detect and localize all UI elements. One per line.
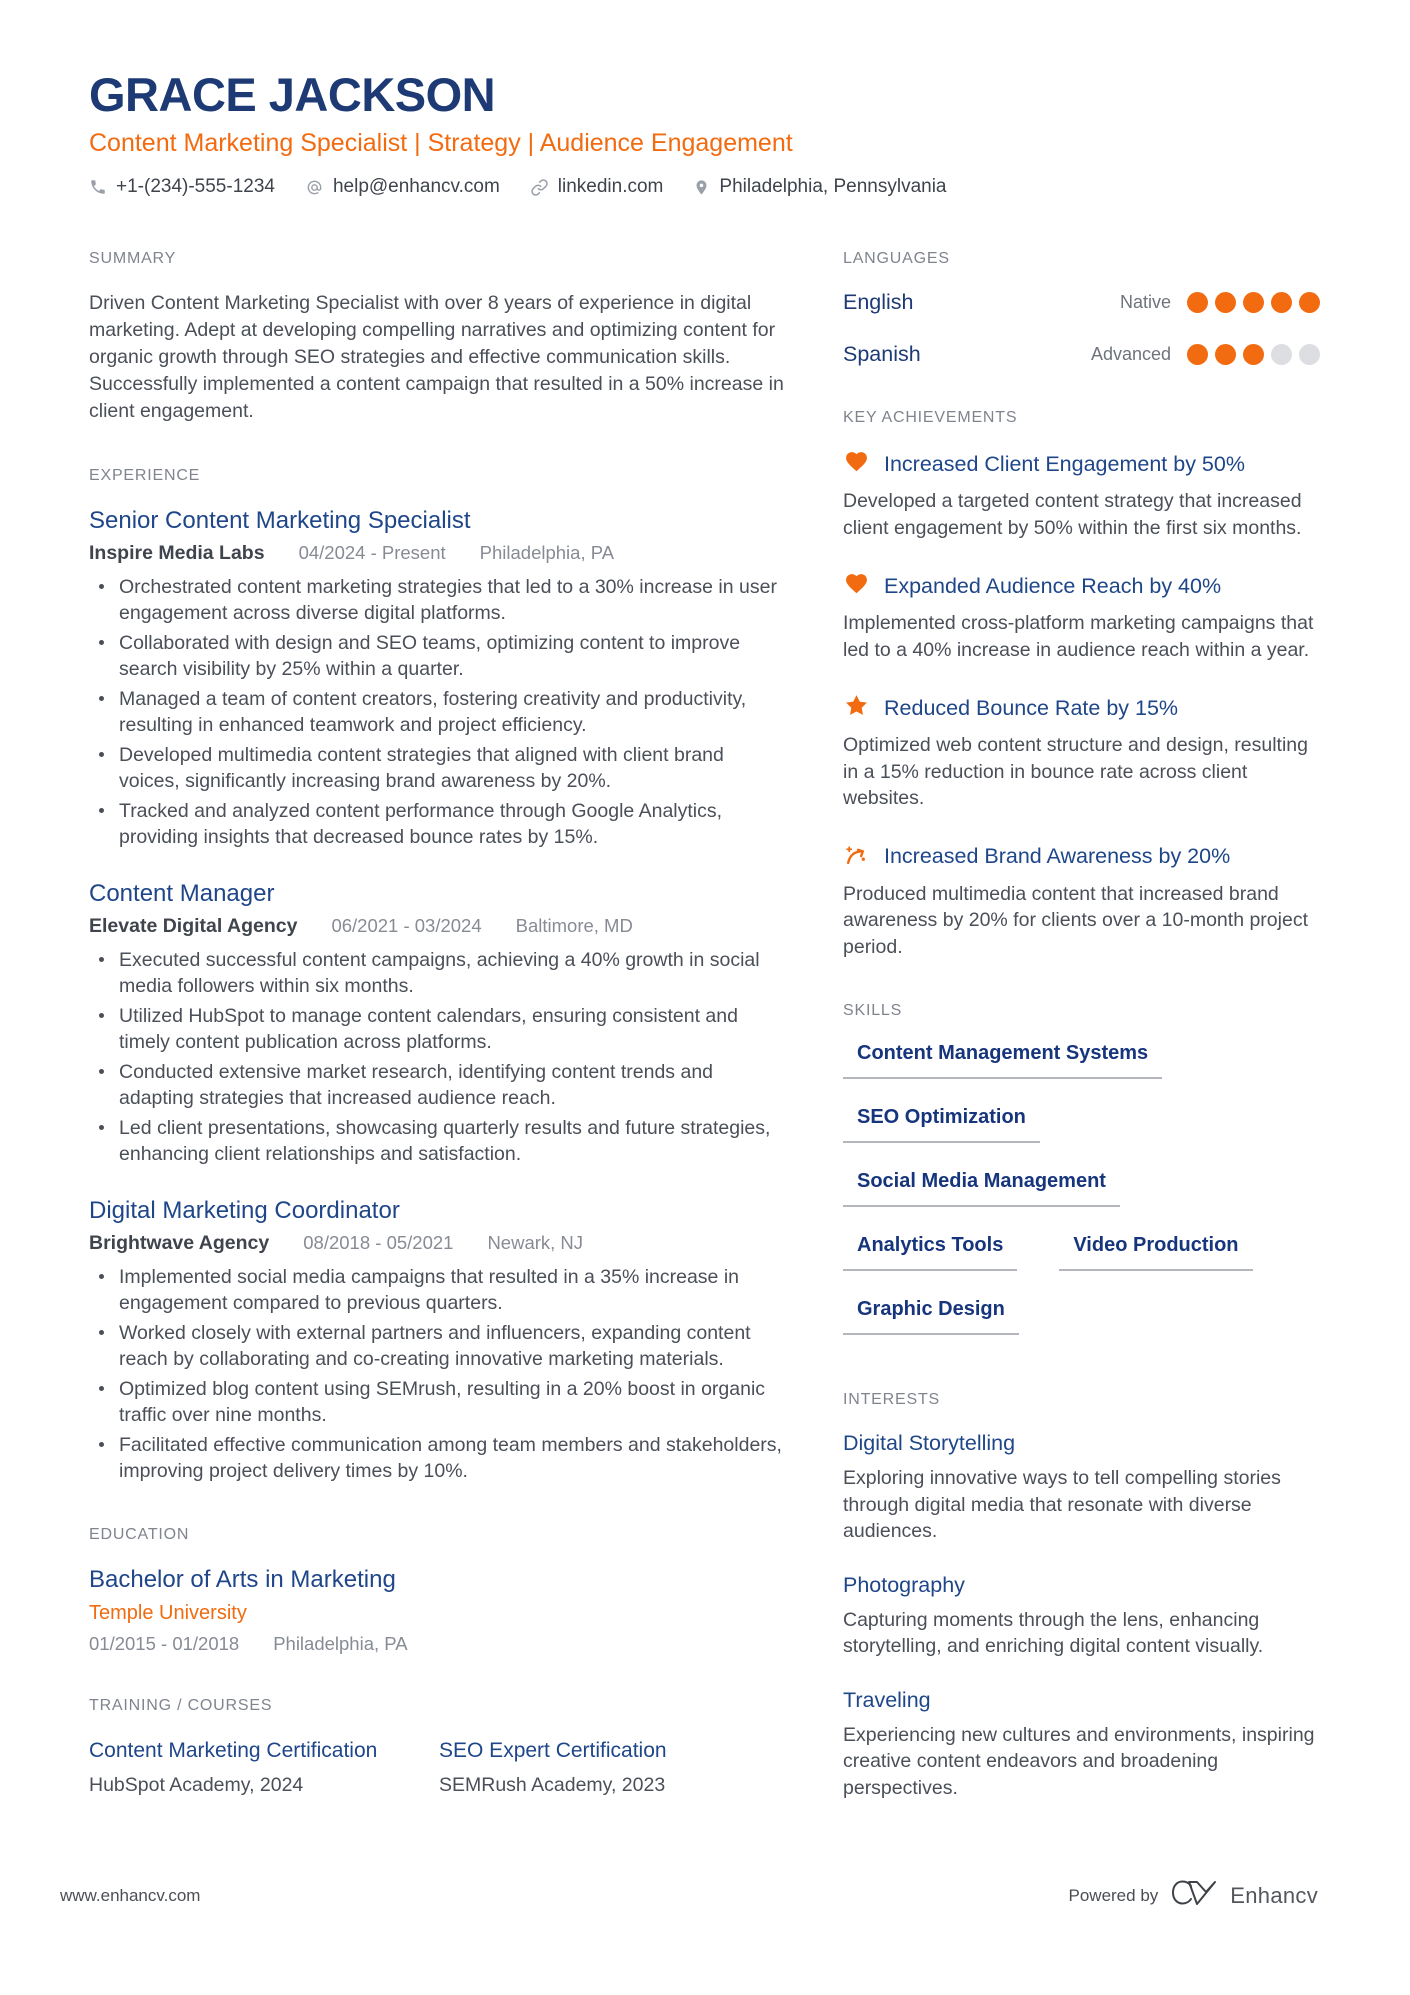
- contact-location-text: Philadelphia, Pennsylvania: [719, 176, 947, 198]
- skill-item: Content Management Systems: [843, 1042, 1162, 1079]
- contact-email-text: help@enhancv.com: [332, 176, 500, 198]
- skills-section: [843, 1002, 1320, 1335]
- proficiency-dot: [1243, 344, 1264, 365]
- job-meta: [89, 1232, 789, 1255]
- job-entry: [89, 880, 789, 1167]
- proficiency-dot: [1187, 292, 1208, 313]
- education-section: [89, 1526, 789, 1655]
- trend-arrow-icon: [843, 842, 870, 872]
- job-bullet: Collaborated with design and SEO teams, optimizing content to improve search visibility by 25% within a quarter.: [89, 630, 789, 682]
- achievement-entry: [843, 842, 1320, 961]
- achievement-text: Produced multimedia content that increased brand awareness by 20% for clients over a 10-month project period.: [843, 882, 1308, 958]
- interest-text: Experiencing new cultures and environments, inspiring creative content endeavors and broadening perspectives.: [843, 1723, 1315, 1799]
- interest-title: Photography: [843, 1572, 965, 1597]
- language-name: English: [843, 290, 914, 315]
- achievement-entry: [843, 571, 1320, 663]
- skill-item: Social Media Management: [843, 1170, 1120, 1207]
- job-entry: [89, 507, 789, 850]
- job-company: Brightwave Agency: [89, 1232, 270, 1255]
- job-dates: 06/2021 - 03/2024: [331, 915, 482, 937]
- experience-label: EXPERIENCE: [89, 467, 201, 485]
- summary-label: SUMMARY: [89, 250, 177, 268]
- contact-link-text: linkedin.com: [557, 176, 664, 198]
- skill-item: SEO Optimization: [843, 1106, 1040, 1143]
- achievement-title: Expanded Audience Reach by 40%: [884, 573, 1222, 598]
- interest-text: Capturing moments through the lens, enhancing storytelling, and enriching digital content visually.: [843, 1608, 1264, 1658]
- job-company: Elevate Digital Agency: [89, 915, 298, 938]
- job-bullet: Led client presentations, showcasing quarterly results and future strategies, enhancing client relationships and satisfaction.: [89, 1115, 789, 1167]
- proficiency-dot: [1215, 292, 1236, 313]
- summary-section: [89, 250, 789, 425]
- proficiency-dot: [1299, 344, 1320, 365]
- contact-phone-text: +1-(234)-555-1234: [116, 176, 275, 198]
- job-bullet: Worked closely with external partners and influencers, expanding content reach by collaborating and co-creating innovative marketing materials.: [89, 1320, 789, 1372]
- education-school: Temple University: [89, 1602, 247, 1625]
- interest-entry: [843, 1431, 1320, 1545]
- skills-label: SKILLS: [843, 1002, 903, 1020]
- job-title: Content Manager: [89, 880, 275, 908]
- achievement-entry: [843, 449, 1320, 541]
- languages-label: LANGUAGES: [843, 250, 950, 268]
- job-meta: [89, 542, 789, 565]
- job-title: Digital Marketing Coordinator: [89, 1197, 400, 1225]
- job-entry: [89, 1197, 789, 1484]
- job-bullet: Orchestrated content marketing strategies that led to a 30% increase in user engagement across diverse digital platforms.: [89, 574, 789, 626]
- language-name: Spanish: [843, 342, 921, 367]
- language-proficiency-dots: [1187, 344, 1320, 365]
- interest-text: Exploring innovative ways to tell compelling stories through digital media that resonate with diverse audiences.: [843, 1467, 1281, 1543]
- job-bullet: Managed a team of content creators, fostering creativity and productivity, resulting in enhanced teamwork and project efficiency.: [89, 686, 789, 738]
- contact-email[interactable]: [305, 176, 500, 198]
- language-row: [843, 342, 1320, 367]
- proficiency-dot: [1187, 344, 1208, 365]
- language-level: Advanced: [1090, 344, 1171, 365]
- achievements-section: [843, 409, 1320, 960]
- job-location: Newark, NJ: [487, 1232, 584, 1254]
- proficiency-dot: [1271, 292, 1292, 313]
- achievement-title: Reduced Bounce Rate by 15%: [884, 695, 1179, 720]
- star-icon: [843, 693, 870, 723]
- training-section: [89, 1697, 789, 1797]
- left-column: [89, 250, 789, 1843]
- proficiency-dot: [1243, 292, 1264, 313]
- job-title: Senior Content Marketing Specialist: [89, 507, 471, 535]
- achievement-text: Implemented cross-platform marketing campaigns that led to a 40% increase in audience reach within a year.: [843, 612, 1314, 661]
- skill-item: Video Production: [1059, 1234, 1252, 1271]
- job-bullet: Implemented social media campaigns that resulted in a 35% increase in engagement compared to previous quarters.: [89, 1264, 789, 1316]
- course-org: SEMRush Academy, 2023: [439, 1774, 666, 1797]
- skills-list: [843, 1042, 1320, 1335]
- interest-title: Traveling: [843, 1687, 931, 1712]
- language-proficiency-dots: [1187, 292, 1320, 313]
- interests-label: INTERESTS: [843, 1391, 940, 1409]
- job-bullet: Developed multimedia content strategies that aligned with client brand voices, significantly increasing brand awareness by 20%.: [89, 742, 789, 794]
- job-location: Philadelphia, PA: [479, 542, 615, 564]
- interests-section: [843, 1391, 1320, 1801]
- job-bullets: [89, 1264, 789, 1484]
- job-dates: 04/2024 - Present: [298, 542, 446, 564]
- achievements-label: KEY ACHIEVEMENTS: [843, 409, 1018, 427]
- interest-entry: [843, 1688, 1320, 1802]
- training-label: TRAINING / COURSES: [89, 1697, 273, 1715]
- phone-icon: [89, 178, 107, 196]
- achievement-text: Developed a targeted content strategy that increased client engagement by 50% within the first six months.: [843, 490, 1302, 539]
- contact-location: [693, 176, 946, 198]
- job-bullet: Tracked and analyzed content performance through Google Analytics, providing insights that decreased bounce rates by 15%.: [89, 798, 789, 850]
- job-bullets: [89, 574, 789, 850]
- right-column: [843, 250, 1320, 1843]
- contact-phone[interactable]: [89, 176, 275, 198]
- job-bullets: [89, 947, 789, 1167]
- experience-section: [89, 467, 789, 1484]
- education-dates: 01/2015 - 01/2018: [89, 1633, 240, 1655]
- contact-link[interactable]: [530, 176, 664, 198]
- job-bullet: Executed successful content campaigns, achieving a 40% growth in social media followers within six months.: [89, 947, 789, 999]
- language-level: Native: [1119, 292, 1171, 313]
- skill-item: Analytics Tools: [843, 1234, 1017, 1271]
- job-bullet: Conducted extensive market research, identifying content trends and adapting strategies that increased audience reach.: [89, 1059, 789, 1111]
- education-degree: Bachelor of Arts in Marketing: [89, 1566, 396, 1594]
- resume-header: [89, 70, 1320, 198]
- course-entry: [89, 1737, 389, 1797]
- proficiency-dot: [1271, 344, 1292, 365]
- education-location: Philadelphia, PA: [273, 1633, 408, 1655]
- skill-item: Graphic Design: [843, 1298, 1019, 1335]
- achievement-entry: [843, 693, 1320, 812]
- footer-branding[interactable]: [1069, 1878, 1319, 1913]
- courses-list: [89, 1737, 789, 1797]
- interest-entry: [843, 1573, 1320, 1660]
- education-label: EDUCATION: [89, 1526, 190, 1544]
- course-org: HubSpot Academy, 2024: [89, 1774, 304, 1797]
- job-bullet: Facilitated effective communication among team members and stakeholders, improving project delivery times by 10%.: [89, 1432, 789, 1484]
- achievement-text: Optimized web content structure and design, resulting in a 15% reduction in bounce rate across client websites.: [843, 734, 1309, 810]
- summary-text: Driven Content Marketing Specialist with over 8 years of experience in digital marketing. Adept at developing compelling narratives and optimizing content for organic growth through SEO strategies and effective communication skills. Successfully implemented a content campaign that resulted in a 50% increase in client engagement.: [89, 292, 784, 423]
- job-dates: 08/2018 - 05/2021: [303, 1232, 454, 1254]
- job-company: Inspire Media Labs: [89, 542, 265, 565]
- heart-icon: [843, 571, 870, 601]
- at-icon: [305, 178, 324, 197]
- link-icon: [530, 178, 549, 197]
- interest-title: Digital Storytelling: [843, 1431, 1016, 1456]
- location-pin-icon: [693, 178, 710, 197]
- achievement-title: Increased Client Engagement by 50%: [884, 451, 1245, 476]
- proficiency-dot: [1215, 344, 1236, 365]
- enhancv-logo-icon: [1170, 1878, 1218, 1913]
- language-row: [843, 290, 1320, 315]
- brand-name-text: Enhancv: [1230, 1882, 1318, 1908]
- page-footer: [60, 1878, 1318, 1913]
- person-headline: Content Marketing Specialist | Strategy | Audience Engagement: [89, 129, 793, 158]
- education-meta: [89, 1633, 789, 1655]
- course-title: SEO Expert Certification: [439, 1739, 667, 1763]
- course-title: Content Marketing Certification: [89, 1739, 378, 1763]
- languages-section: [843, 250, 1320, 367]
- footer-site-link[interactable]: www.enhancv.com: [60, 1885, 201, 1905]
- job-meta: [89, 915, 789, 938]
- job-bullet: Utilized HubSpot to manage content calendars, ensuring consistent and timely content publication across platforms.: [89, 1003, 789, 1055]
- proficiency-dot: [1299, 292, 1320, 313]
- contact-row: [89, 176, 1320, 198]
- job-location: Baltimore, MD: [515, 915, 633, 937]
- achievement-title: Increased Brand Awareness by 20%: [884, 844, 1231, 869]
- powered-by-text: Powered by: [1068, 1885, 1159, 1905]
- heart-icon: [843, 449, 870, 479]
- course-entry: [439, 1737, 739, 1797]
- job-bullet: Optimized blog content using SEMrush, resulting in a 20% boost in organic traffic over nine months.: [89, 1376, 789, 1428]
- person-name: GRACE JACKSON: [89, 68, 496, 121]
